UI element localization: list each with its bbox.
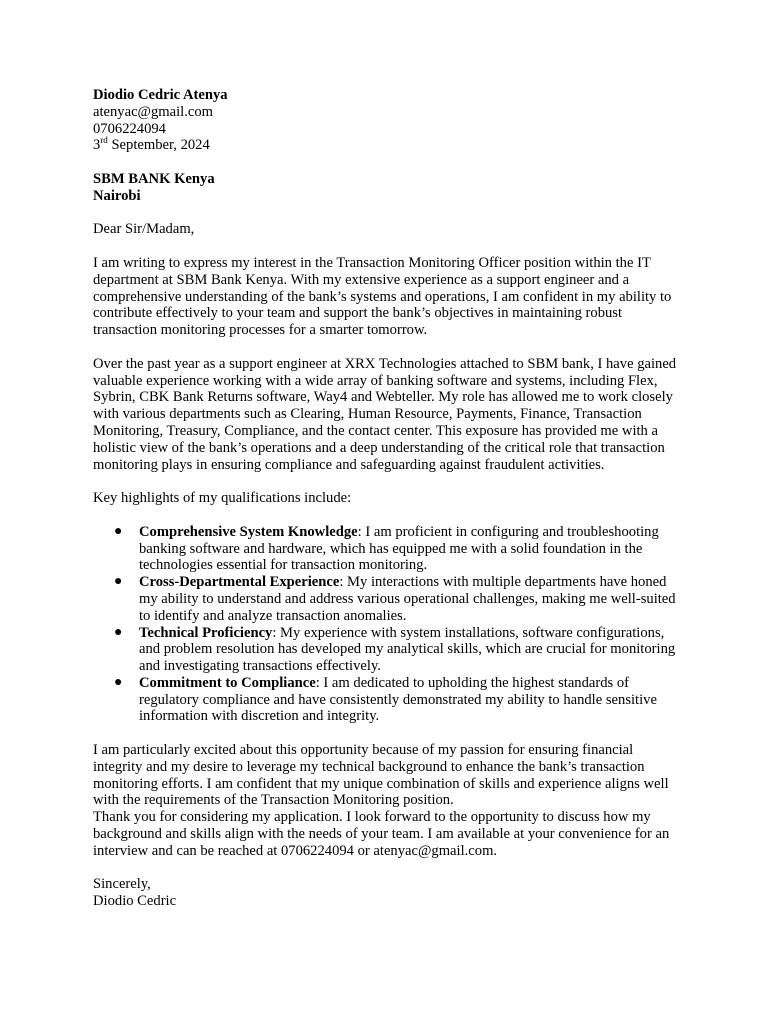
highlight-text: : My experience with system installations, software configurations, and problem resolution has developed my analytical skills, which are crucial for monitoring and investigating transactions effectively. — [139, 624, 676, 675]
highlight-title: Comprehensive System Knowledge — [139, 523, 358, 540]
signoff: Sincerely, — [93, 876, 151, 893]
list-item — [114, 674, 683, 725]
sender-name: Diodio Cedric Atenya — [93, 87, 228, 103]
sender-block — [93, 87, 683, 154]
highlight-text: : My interactions with multiple departments have honed my ability to understand and address various operational challenges, making me well-suited to identify and analyze transaction anomalies. — [139, 574, 676, 624]
recipient-company: SBM BANK Kenya — [93, 170, 215, 187]
highlight-text: : I am proficient in configuring and troubleshooting banking software and hardware, which has equipped me with a solid foundation in the technologies essential for transaction monitoring. — [139, 523, 659, 574]
highlight-text: : I am dedicated to upholding the highest standards of regulatory compliance and have consistently demonstrated my ability to handle sensitive information with discretion and integrity. — [139, 674, 657, 725]
highlights-list — [93, 524, 683, 726]
bullet-icon: ● — [114, 624, 123, 640]
signature: Diodio Cedric — [93, 893, 177, 910]
bullet-icon: ● — [114, 574, 123, 590]
list-item — [114, 624, 683, 675]
closing-block — [93, 876, 683, 910]
recipient-city: Nairobi — [93, 187, 141, 204]
experience-paragraph: Over the past year as a support engineer at XRX Technologies attached to SBM bank, I have gained valuable experience working with a wide array of banking software and systems, including Flex, Sybrin, CBK Bank Returns software, Way4 and Webteller. My role has allowed me to work closely with various departments such as Clearing, Human Resource, Payments, Finance, Transaction Monitoring, Treasury, Compliance, and the contact center. This exposure has provided me with a holistic view of the bank’s operations and a deep understanding of the critical role that transaction monitoring plays in ensuring compliance and safeguarding against fraudulent activities. — [93, 355, 677, 473]
cover-letter-page — [93, 87, 683, 910]
bullet-icon: ● — [114, 523, 123, 539]
date-suffix: rd — [100, 135, 108, 146]
list-item — [114, 523, 683, 574]
highlights-intro: Key highlights of my qualifications include: — [93, 490, 352, 507]
thanks-paragraph: Thank you for considering my application. I look forward to the opportunity to discuss how my background and skills align with the needs of your team. I am available at your convenience for an interview and can be reached at 0706224094 or atenyac@gmail.com. — [93, 809, 670, 859]
sender-phone: 0706224094 — [93, 120, 166, 137]
highlight-title: Cross-Departmental Experience — [139, 574, 340, 591]
highlight-title: Technical Proficiency — [139, 624, 273, 641]
excitement-paragraph: I am particularly excited about this opportunity because of my passion for ensuring financial integrity and my desire to leverage my technical background to enhance the bank’s transaction monitoring efforts. I am confident that my unique combination of skills and experience aligns well with the requirements of the Transaction Monitoring position. — [93, 742, 669, 809]
date-rest: September, 2024 — [107, 137, 210, 154]
list-item — [114, 574, 683, 624]
letter-date — [93, 137, 683, 154]
salutation: Dear Sir/Madam, — [93, 221, 195, 238]
bullet-icon: ● — [114, 674, 123, 690]
intro-paragraph: I am writing to express my interest in the Transaction Monitoring Officer position within the IT department at SBM Bank Kenya. With my extensive experience as a support engineer and a comprehensive understanding of the bank’s systems and operations, I am confident in my ability to contribute effectively to your team and support the bank’s objectives in maintaining robust transaction monitoring processes for a smarter tomorrow. — [93, 254, 672, 339]
closing-paragraphs — [93, 742, 683, 860]
sender-email: atenyac@gmail.com — [93, 103, 214, 120]
recipient-block — [93, 171, 683, 205]
highlight-title: Commitment to Compliance — [139, 674, 316, 691]
date-day: 3 — [93, 137, 101, 154]
